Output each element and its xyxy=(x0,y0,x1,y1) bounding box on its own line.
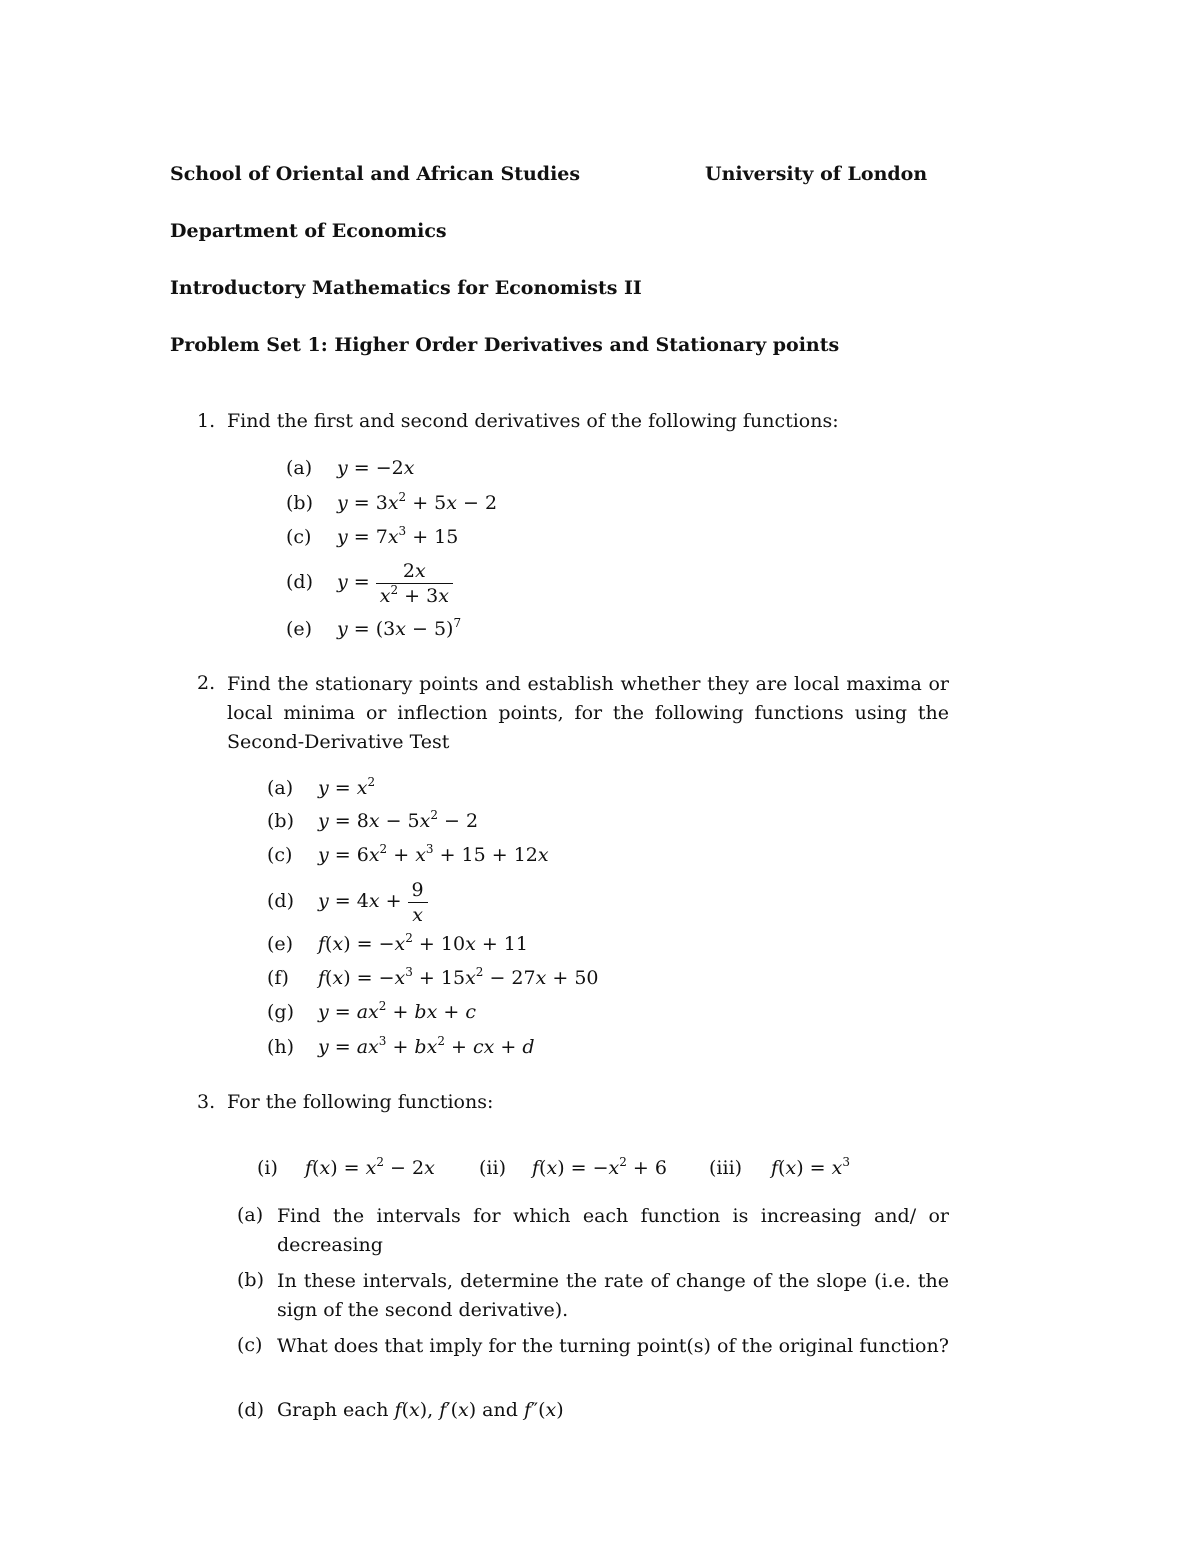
q2-item-h-equation: $y = ax^3 + bx^2$ + cx + d xyxy=(318,1034,535,1058)
question-2-text: Find the stationary points and establish whether they are local maxima or local minima or inflection points, for the following functions using the Second-Derivative Test xyxy=(227,673,949,753)
question-3-text: For the following functions: xyxy=(227,1091,494,1113)
q3-function-i-equation: $f(x) = x^2 - 2x$ xyxy=(305,1155,435,1179)
q2-item-f-equation: $f(x) = -x^3 + 15x^2 - 27x + 50$ xyxy=(318,965,599,989)
school-name: School of Oriental and African Studies xyxy=(170,163,581,185)
question-3-number: 3. xyxy=(197,1091,216,1113)
q2-item-f-label: (f) xyxy=(267,967,289,989)
question-1-number: 1. xyxy=(197,410,216,432)
q3-part-a-label: (a) xyxy=(237,1204,264,1226)
q3-part-d-equation: f(x), f′(x) and f″(x) xyxy=(394,1399,564,1421)
course-title: Introductory Mathematics for Economists II xyxy=(170,277,642,299)
q3-function-ii-equation: $f(x) = -x^2 + 6$ xyxy=(532,1155,667,1179)
q2-item-g-label: (g) xyxy=(267,1001,294,1023)
q1-item-c-label: (c) xyxy=(286,526,312,548)
q3-function-ii-label: (ii) xyxy=(479,1157,506,1179)
q3-part-b-text: In these intervals, determine the rate of change of the slope (i.e. the sign of the second derivative). xyxy=(277,1270,949,1321)
q2-item-a-equation: $y = x^2$ xyxy=(318,775,376,799)
q1-item-a-label: (a) xyxy=(286,457,313,479)
q2-item-c-equation: $y = 6x^2 + x^3 + 15 + 12x$ xyxy=(318,842,549,866)
q1-item-c-equation: $y = 7x^3 + 15$ xyxy=(337,524,459,548)
q2-item-a-label: (a) xyxy=(267,777,294,799)
q2-item-e-equation: $f(x) = -x^2 + 10x + 11$ xyxy=(318,931,528,955)
q1-item-b-equation: $y = 3x^2 + 5x - 2$ xyxy=(337,490,498,514)
q2-item-d-equation: y = 4x + $\frac{9}{x}$ xyxy=(318,874,428,928)
q2-item-e-label: (e) xyxy=(267,933,294,955)
q3-part-d-label: (d) xyxy=(237,1399,264,1421)
q2-item-h-label: (h) xyxy=(267,1036,295,1058)
q3-part-b-label: (b) xyxy=(237,1269,264,1291)
question-2-number: 2. xyxy=(197,672,216,694)
q1-item-b-label: (b) xyxy=(286,492,313,514)
department-name: Department of Economics xyxy=(170,220,447,242)
q1-item-e-label: (e) xyxy=(286,618,313,640)
q1-item-d-label: (d) xyxy=(286,571,313,593)
q3-part-c-label: (c) xyxy=(237,1334,263,1356)
q3-part-d-text: Graph each xyxy=(277,1399,389,1421)
question-1-text: Find the first and second derivatives of the following functions: xyxy=(227,410,839,432)
q1-item-d-equation: y = $\frac{2x}{x^2 + 3x}$ xyxy=(337,555,453,609)
q3-function-iii-equation: $f(x) = x^3$ xyxy=(771,1155,850,1179)
q2-item-b-equation: $y = 8x - 5x^2 - 2$ xyxy=(318,808,479,832)
q3-function-iii-label: (iii) xyxy=(709,1157,743,1179)
q3-part-d-line xyxy=(277,1397,564,1423)
q3-part-a-text: Find the intervals for which each function is increasing and/ or decreasing xyxy=(277,1205,949,1256)
university-name: University of London xyxy=(705,163,928,185)
q2-item-b-label: (b) xyxy=(267,810,294,832)
q2-item-c-label: (c) xyxy=(267,844,293,866)
problem-set-title: Problem Set 1: Higher Order Derivatives and Stationary points xyxy=(170,334,840,356)
q3-function-i-label: (i) xyxy=(257,1157,278,1179)
q2-item-g-equation: $y = ax^2$ + bx + c xyxy=(318,999,476,1023)
q2-item-d-label: (d) xyxy=(267,890,294,912)
q1-item-e-equation: $y = (3x - 5)^7$ xyxy=(337,616,462,640)
q3-part-c-text: What does that imply for the turning point(s) of the original function? xyxy=(277,1335,949,1357)
q1-item-a-equation: y = −2x xyxy=(337,457,415,479)
